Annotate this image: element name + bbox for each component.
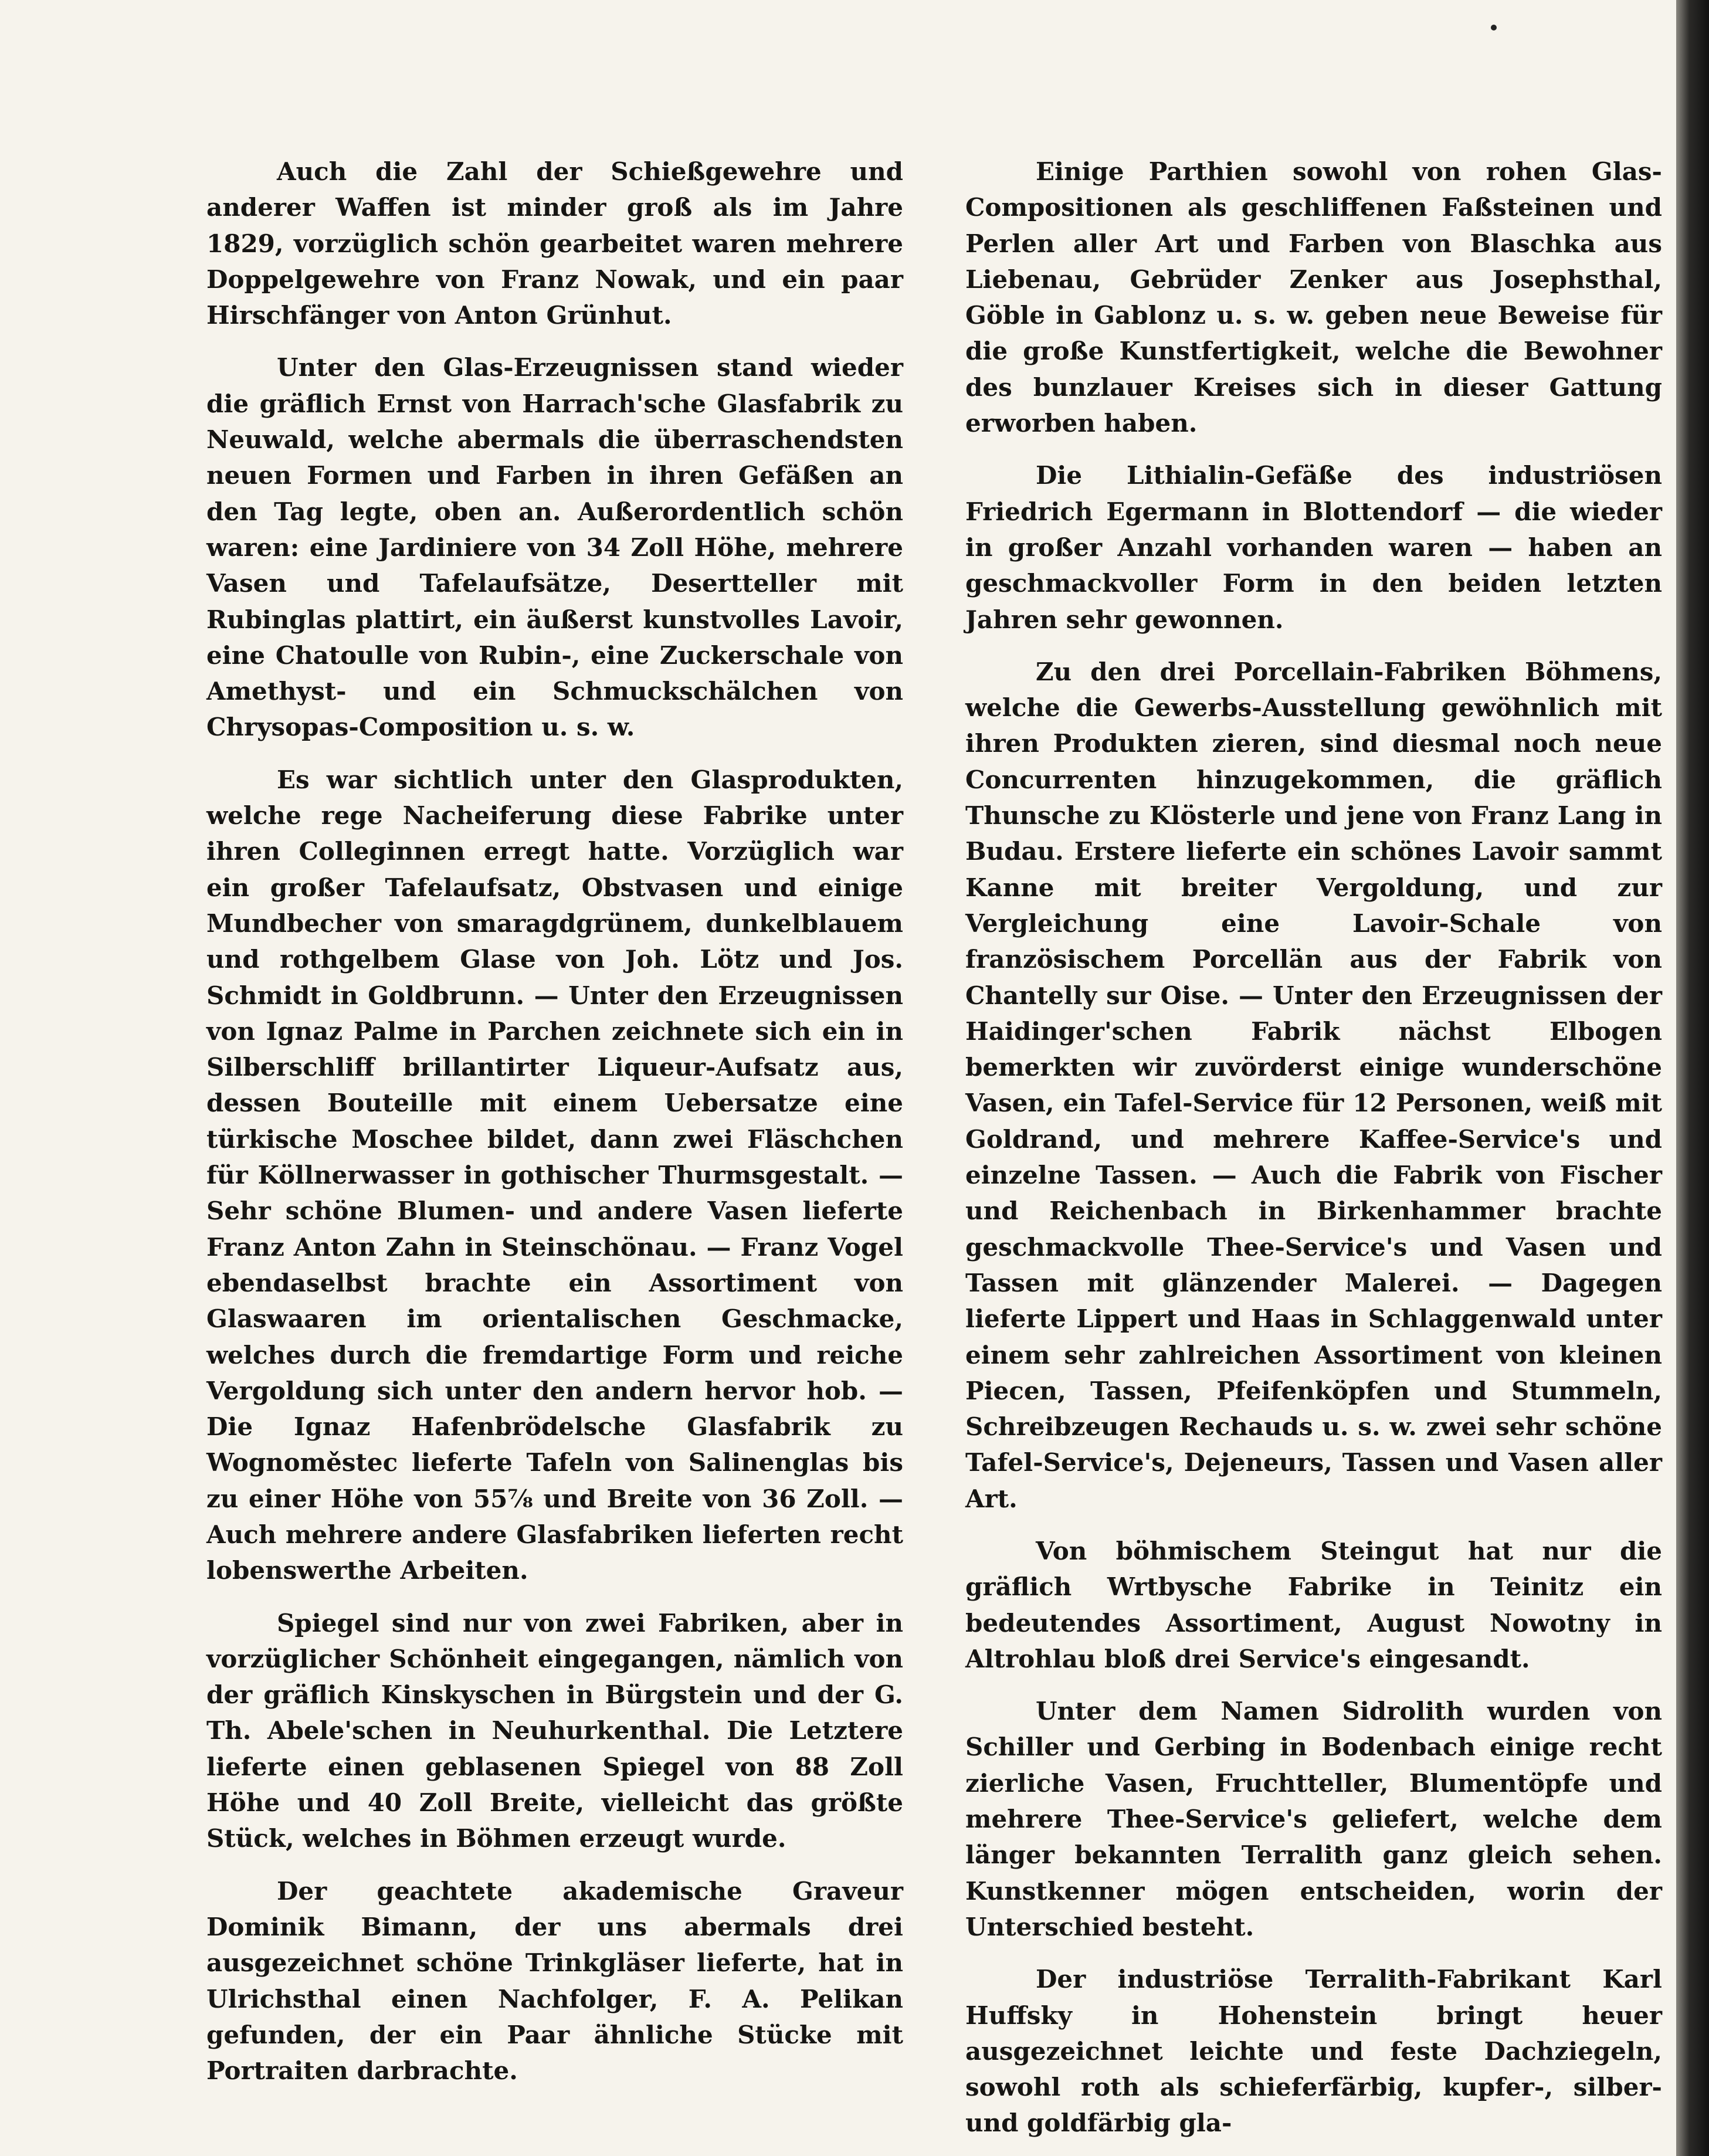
- paragraph: Von böhmischem Steingut hat nur die gräflich Wrtbysche Fabrike in Teinitz ein bedeutendes Assortiment, August Nowotny in Altrohlau bloß drei Service's eingesandt.: [965, 1536, 1662, 1673]
- paragraph: Unter dem Namen Sidrolith wurden von Schiller und Gerbing in Bodenbach einige recht zierliche Vasen, Fruchtteller, Blumentöpfe und mehrere Thee-Service's geliefert, welche dem länger bekannten Terralith ganz gleich sehen. Kunstkenner mögen entscheiden, worin der Unterschied besteht.: [965, 1697, 1662, 1941]
- paragraph: Unter den Glas-Erzeugnissen stand wieder die gräflich Ernst von Harrach'sche Glasfabrik zu Neuwald, welche abermals die überraschendsten neuen Formen und Farben in ihren Gefäßen an den Tag legte, oben an. Außerordentlich schön waren: eine Jardiniere von 34 Zoll Höhe, mehrere Vasen und Tafelaufsätze, Desertteller mit Rubinglas plattirt, ein äußerst kunstvolles Lavoir, eine Chatoulle von Rubin-, eine Zuckerschale von Amethyst- und ein Schmuckschälchen von Chrysopas-Composition u. s. w.: [206, 353, 903, 742]
- left-column: [206, 154, 903, 2089]
- paragraph: Zu den drei Porcellain-Fabriken Böhmens, welche die Gewerbs-Ausstellung gewöhnlich mit ihren Produkten zieren, sind diesmal noch neue Concurrenten hinzugekommen, die gräflich Thunsche zu Klösterle und jene von Franz Lang in Budau. Erstere lieferte ein schönes Lavoir sammt Kanne mit breiter Vergoldung, und zur Vergleichung eine Lavoir-Schale von französischem Porcellän aus der Fabrik von Chantelly sur Oise. — Unter den Erzeugnissen der Haidinger'schen Fabrik nächst Elbogen bemerkten wir zuvörderst einige wunderschöne Vasen, ein Tafel-Service für 12 Personen, weiß mit Goldrand, und mehrere Kaffee-Service's und einzelne Tassen. — Auch die Fabrik von Fischer und Reichenbach in Birkenhammer brachte geschmackvolle Thee-Service's und Vasen und Tassen mit glänzender Malerei. — Dagegen lieferte Lippert und Haas in Schlaggenwald unter einem sehr zahlreichen Assortiment von kleinen Piecen, Tassen, Pfeifenköpfen und Stummeln, Schreibzeugen Rechauds u. s. w. zwei sehr schöne Tafel-Service's, Dejeneurs, Tassen und Vasen aller Art.: [965, 657, 1662, 1513]
- binding-shadow: [1676, 0, 1709, 2156]
- right-column: [965, 154, 1662, 2141]
- paragraph: Einige Parthien sowohl von rohen Glas-Compositionen als geschliffenen Faßsteinen und Perlen aller Art und Farben von Blaschka aus Liebenau, Gebrüder Zenker aus Josephsthal, Göble in Gablonz u. s. w. geben neue Beweise für die große Kunstfertigkeit, welche die Bewohner des bunzlauer Kreises sich in dieser Gattung erworben haben.: [965, 157, 1662, 438]
- paragraph: Es war sichtlich unter den Glasprodukten, welche rege Nacheiferung diese Fabrike unter ihren Colleginnen erregt hatte. Vorzüglich war ein großer Tafelaufsatz, Obstvasen und einige Mundbecher von smaragdgrünem, dunkelblauem und rothgelbem Glase von Joh. Lötz und Jos. Schmidt in Goldbrunn. — Unter den Erzeugnissen von Ignaz Palme in Parchen zeichnete sich ein in Silberschliff brillantirter Liqueur-Aufsatz aus, dessen Bouteille mit einem Uebersatze eine türkische Moschee bildet, dann zwei Fläschchen für Köllnerwasser in gothischer Thurmsgestalt. — Sehr schöne Blumen- und andere Vasen lieferte Franz Anton Zahn in Steinschönau. — Franz Vogel ebendaselbst brachte ein Assortiment von Glaswaaren im orientalischen Geschmacke, welches durch die fremdartige Form und reiche Vergoldung sich unter den andern hervor hob. — Die Ignaz Hafenbrödelsche Glasfabrik zu Wognoměstec lieferte Tafeln von Salinenglas bis zu einer Höhe von 55⅞ und Breite von 36 Zoll. — Auch mehrere andere Glasfabriken lieferten recht lobenswerthe Arbeiten.: [206, 765, 903, 1585]
- paragraph: Auch die Zahl der Schießgewehre und anderer Waffen ist minder groß als im Jahre 1829, vorzüglich schön gearbeitet waren mehrere Doppelgewehre von Franz Nowak, und ein paar Hirschfänger von Anton Grünhut.: [206, 157, 903, 330]
- paragraph: Der geachtete akademische Graveur Dominik Bimann, der uns abermals drei ausgezeichnet schöne Trinkgläser lieferte, hat in Ulrichsthal einen Nachfolger, F. A. Pelikan gefunden, der ein Paar ähnliche Stücke mit Portraiten darbrachte.: [206, 1876, 903, 2086]
- paragraph: Die Lithialin-Gefäße des industriösen Friedrich Egermann in Blottendorf — die wieder in großer Anzahl vorhanden waren — haben an geschmackvoller Form in den beiden letzten Jahren sehr gewonnen.: [965, 461, 1662, 634]
- paragraph: Spiegel sind nur von zwei Fabriken, aber in vorzüglicher Schönheit eingegangen, nämlich von der gräflich Kinskyschen in Bürgstein und der G. Th. Abele'schen in Neuhurkenthal. Die Letztere lieferte einen geblasenen Spiegel von 88 Zoll Höhe und 40 Zoll Breite, vielleicht das größte Stück, welches in Böhmen erzeugt wurde.: [206, 1608, 903, 1853]
- ink-speck: [1491, 25, 1497, 30]
- paragraph: Der industriöse Terralith-Fabrikant Karl Huffsky in Hohenstein bringt heuer ausgezeichnet leichte und feste Dachziegeln, sowohl roth als schieferfärbig, kupfer-, silber- und goldfärbig gla-: [965, 1965, 1662, 2138]
